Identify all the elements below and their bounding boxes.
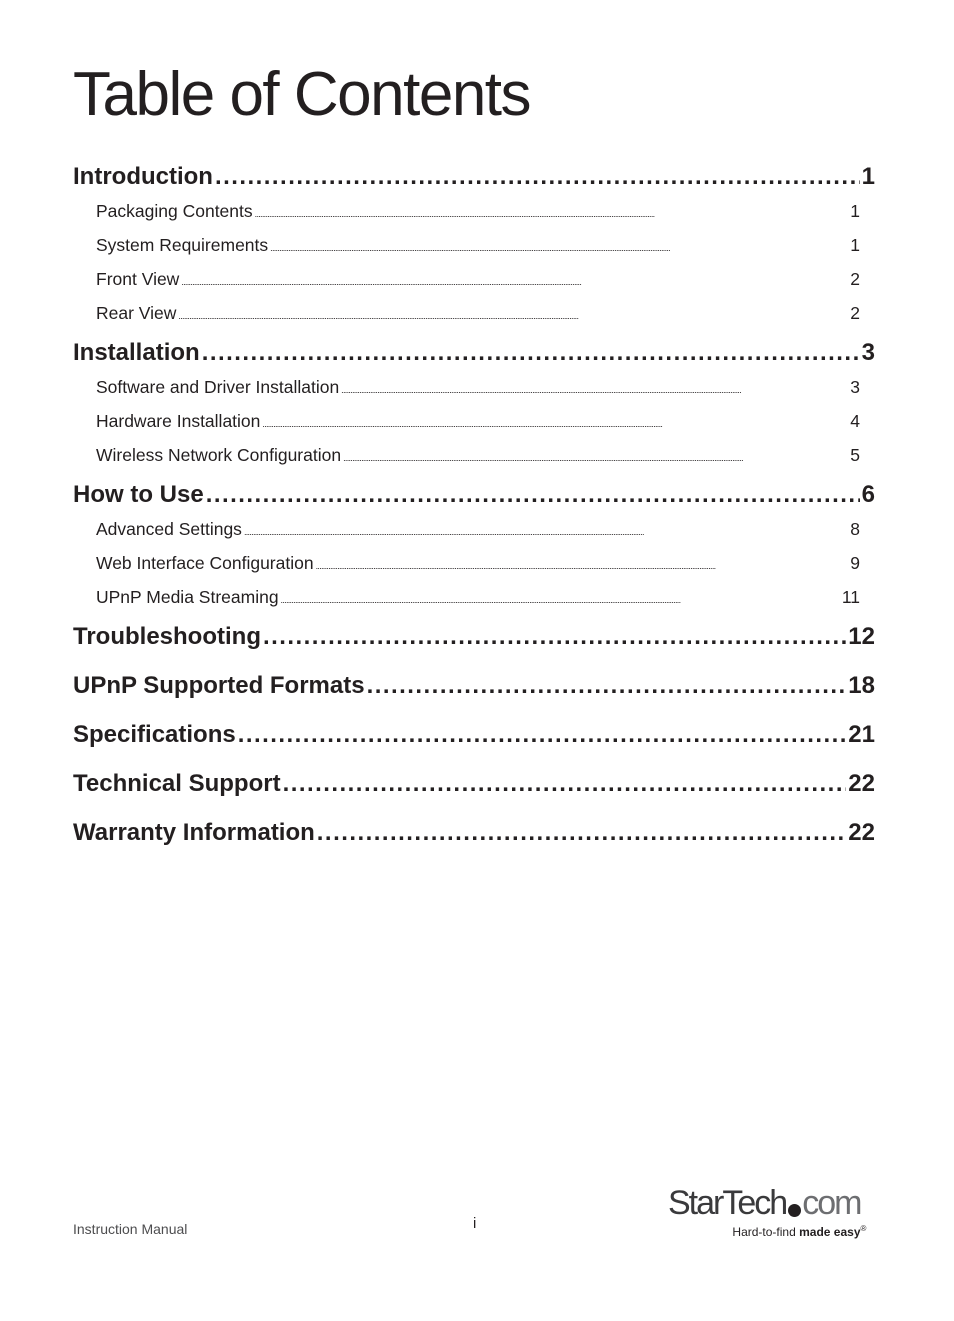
toc-subentry-label: Web Interface Configuration <box>96 553 314 573</box>
toc-entry-label: Installation <box>73 339 200 366</box>
dot-leader <box>263 620 846 654</box>
toc-entry-label: How to Use <box>73 481 204 508</box>
toc-entry-page: 3 <box>861 339 875 366</box>
toc-entry-page: 22 <box>848 770 875 797</box>
registered-mark: ® <box>860 1224 867 1233</box>
toc-subentry-label: UPnP Media Streaming <box>96 587 279 607</box>
dot-leader <box>206 478 860 512</box>
logo-wordmark <box>668 1186 860 1220</box>
toc-entry-page: 1 <box>861 163 875 190</box>
toc-section-introduction <box>73 160 875 330</box>
toc-subentry-page: 1 <box>850 201 860 221</box>
toc-subentry-page: 1 <box>850 235 860 255</box>
footer-document-name: Instruction Manual <box>73 1221 188 1237</box>
toc-subentry-front-view[interactable] <box>73 262 860 296</box>
dot-leader <box>283 767 847 801</box>
toc-subentry-web-interface-configuration[interactable] <box>73 546 860 580</box>
dot-leader <box>181 262 848 296</box>
toc-entry-specifications[interactable] <box>73 718 875 752</box>
toc-subentry-system-requirements[interactable] <box>73 228 860 262</box>
toc-entry-label: Technical Support <box>73 770 281 797</box>
dot-leader <box>262 404 848 438</box>
toc-entry-how-to-use[interactable] <box>73 478 875 512</box>
toc-entry-technical-support[interactable] <box>73 767 875 801</box>
table-of-contents <box>73 160 875 865</box>
toc-entry-page: 22 <box>848 819 875 846</box>
toc-subentry-advanced-settings[interactable] <box>73 512 860 546</box>
footer-page-number: i <box>473 1215 477 1232</box>
toc-section-installation <box>73 336 875 472</box>
dot-leader <box>367 669 847 703</box>
toc-subentry-page: 9 <box>850 553 860 573</box>
logo-tagline-regular: Hard-to-find <box>732 1225 800 1239</box>
toc-subentry-wireless-network-configuration[interactable] <box>73 438 860 472</box>
toc-subentry-hardware-installation[interactable] <box>73 404 860 438</box>
toc-section-troubleshooting <box>73 620 875 654</box>
toc-entry-warranty-information[interactable] <box>73 816 875 850</box>
toc-subentry-packaging-contents[interactable] <box>73 194 860 228</box>
dot-leader <box>316 546 849 580</box>
dot-leader <box>281 580 840 614</box>
logo-dot-icon <box>788 1204 801 1217</box>
dot-leader <box>341 370 848 404</box>
toc-subentry-label: Advanced Settings <box>96 519 242 539</box>
toc-entry-page: 6 <box>861 481 875 508</box>
dot-leader <box>238 718 847 752</box>
logo-brand-name: StarTech <box>668 1184 787 1222</box>
toc-subentry-page: 4 <box>850 411 860 431</box>
logo-tagline-bold: made easy <box>799 1225 861 1239</box>
toc-entry-page: 18 <box>848 672 875 699</box>
dot-leader <box>343 438 848 472</box>
toc-subentry-label: System Requirements <box>96 235 269 255</box>
toc-subentry-label: Software and Driver Installation <box>96 377 340 397</box>
toc-entry-label: Warranty Information <box>73 819 315 846</box>
toc-entry-label: UPnP Supported Formats <box>73 672 365 699</box>
toc-section-warranty-information <box>73 816 875 850</box>
toc-entry-upnp-supported-formats[interactable] <box>73 669 875 703</box>
dot-leader <box>270 228 848 262</box>
toc-subentry-label: Wireless Network Configuration <box>96 445 342 465</box>
toc-entry-label: Introduction <box>73 163 213 190</box>
toc-entry-page: 12 <box>848 623 875 650</box>
dot-leader <box>202 336 860 370</box>
dot-leader <box>317 816 847 850</box>
startech-logo <box>668 1184 867 1239</box>
toc-subentry-page: 2 <box>850 303 860 323</box>
logo-brand-suffix: com <box>802 1184 861 1222</box>
toc-subentry-page: 3 <box>850 377 860 397</box>
toc-section-specifications <box>73 718 875 752</box>
toc-section-how-to-use <box>73 478 875 614</box>
dot-leader <box>244 512 848 546</box>
toc-entry-label: Troubleshooting <box>73 623 261 650</box>
toc-subentry-label: Rear View <box>96 303 177 323</box>
toc-section-technical-support <box>73 767 875 801</box>
toc-subentry-software-driver-installation[interactable] <box>73 370 860 404</box>
toc-entry-introduction[interactable] <box>73 160 875 194</box>
toc-subentry-label: Front View <box>96 269 180 289</box>
toc-entry-label: Specifications <box>73 721 236 748</box>
toc-subentry-label: Hardware Installation <box>96 411 261 431</box>
toc-subentry-page: 8 <box>850 519 860 539</box>
page-title: Table of Contents <box>73 60 531 129</box>
toc-subentry-label: Packaging Contents <box>96 201 253 221</box>
toc-subentry-page: 11 <box>841 587 860 607</box>
logo-tagline <box>668 1224 866 1239</box>
toc-subentry-upnp-media-streaming[interactable] <box>73 580 860 614</box>
dot-leader <box>215 160 860 194</box>
toc-subentry-page: 5 <box>850 445 860 465</box>
toc-entry-troubleshooting[interactable] <box>73 620 875 654</box>
toc-entry-installation[interactable] <box>73 336 875 370</box>
dot-leader <box>255 194 849 228</box>
dot-leader <box>178 296 848 330</box>
toc-subentry-page: 2 <box>850 269 860 289</box>
toc-subentry-rear-view[interactable] <box>73 296 860 330</box>
toc-entry-page: 21 <box>848 721 875 748</box>
toc-section-upnp-supported-formats <box>73 669 875 703</box>
